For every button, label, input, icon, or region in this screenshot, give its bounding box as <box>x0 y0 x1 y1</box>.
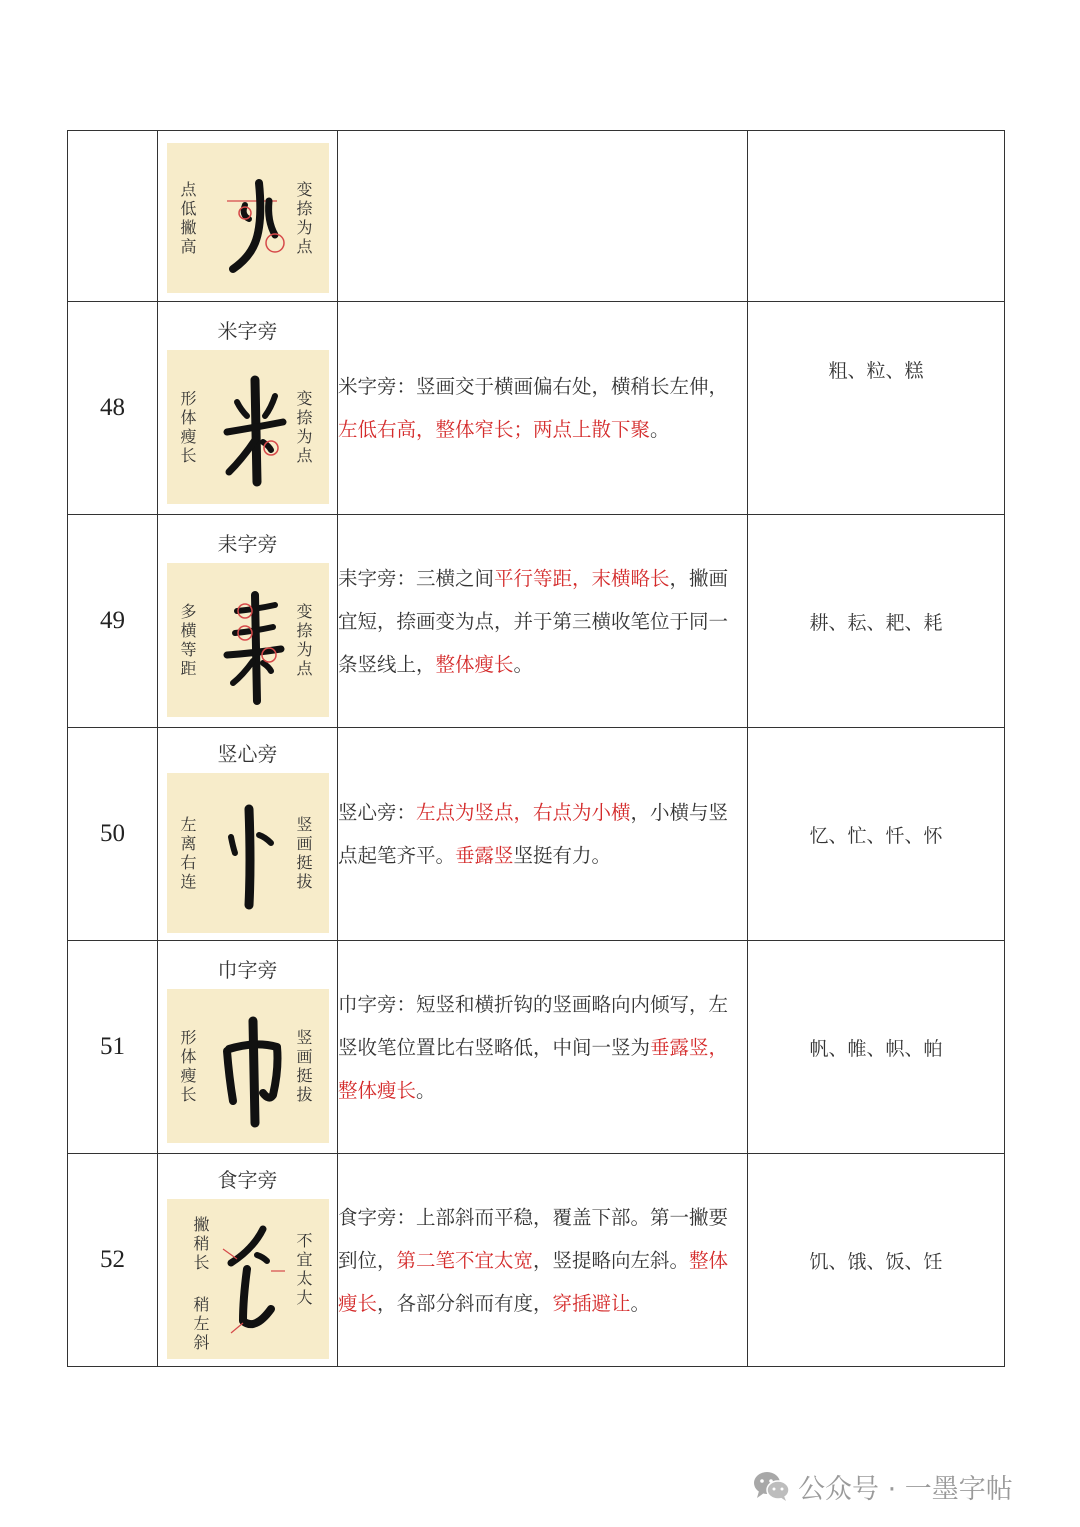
example-characters <box>748 131 1005 302</box>
description-text: ，各部分斜而有度， <box>377 1291 553 1315</box>
example-characters: 粗、粒、糕 <box>748 302 1005 515</box>
description-text: ，撇画宜短，捺画变为点，并于第三横收笔位于同一条竖线上， <box>338 566 729 676</box>
table-row <box>68 941 1005 1154</box>
radical-name: 耒字旁 <box>217 532 278 556</box>
right-annotation: 竖画挺拔 <box>296 815 313 891</box>
description-highlight: 平行等距，末横略长 <box>494 566 670 590</box>
description-highlight: 第二笔不宜太宽 <box>396 1248 534 1272</box>
radical-description <box>338 728 748 941</box>
right-annotation: 变捺为点 <box>296 602 313 678</box>
radical-description <box>338 1154 748 1367</box>
row-number: 50 <box>68 728 158 941</box>
calligraphy-card <box>167 350 329 504</box>
calligraphy-card <box>167 773 329 933</box>
description-text: ，竖提略向左斜。 <box>533 1248 690 1272</box>
description-text: 巾字旁：短竖和横折钩的竖画略向内倾写，左竖收笔位置比右竖略低，中间一竖为 <box>338 992 729 1059</box>
description-text: 。 <box>513 652 534 676</box>
radical-illustration-cell <box>158 515 338 728</box>
radical-description <box>338 515 748 728</box>
calligraphy-glyph <box>197 773 299 933</box>
radical-illustration-cell <box>158 1154 338 1367</box>
left-annotation: 左离右连 <box>180 815 197 891</box>
example-characters: 帆、帷、帜、帕 <box>748 941 1005 1154</box>
description-highlight: 左点为竖点，右点为小横 <box>416 801 631 824</box>
watermark-text: 公众号 · 一墨字帖 <box>798 1473 1013 1505</box>
right-annotation: 不宜太大 <box>296 1231 313 1307</box>
table-row <box>68 728 1005 941</box>
calligraphy-glyph <box>197 143 299 293</box>
row-number: 52 <box>68 1154 158 1367</box>
description-text: 食字旁：上部斜而平稳，覆盖下部。第一撇要到位， <box>338 1205 729 1272</box>
calligraphy-glyph <box>197 563 299 717</box>
calligraphy-glyph <box>197 989 299 1143</box>
description-text: 米字旁：竖画交于横画偏右处，横稍长左伸， <box>338 375 729 398</box>
description-text: 。 <box>650 418 670 441</box>
description-text: 。 <box>416 1078 436 1102</box>
radical-name: 米字旁 <box>217 319 278 343</box>
radical-description <box>338 131 748 302</box>
example-characters: 饥、饿、饭、饪 <box>748 1154 1005 1367</box>
radical-description <box>338 302 748 515</box>
row-number: 51 <box>68 941 158 1154</box>
calligraphy-card <box>167 563 329 717</box>
calligraphy-glyph <box>197 1199 299 1359</box>
table-row <box>68 1154 1005 1367</box>
left-annotation: 点低撇高 <box>180 180 197 256</box>
description-highlight: 整体瘦长 <box>338 1248 729 1315</box>
description-highlight: 垂露竖 <box>455 844 514 867</box>
right-annotation: 变捺为点 <box>296 389 313 465</box>
radical-name: 食字旁 <box>217 1168 278 1192</box>
right-annotation: 竖画挺拔 <box>296 1028 313 1104</box>
right-annotation: 变捺为点 <box>296 180 313 256</box>
description-highlight: 左低右高，整体窄长；两点上散下聚 <box>338 418 651 441</box>
row-number: 49 <box>68 515 158 728</box>
description-text: ，小横与竖点起笔齐平。 <box>338 801 729 867</box>
left-annotation-bottom: 稍左斜 <box>193 1295 210 1352</box>
description-highlight: 垂露竖，整体瘦长 <box>338 1035 729 1102</box>
calligraphy-card <box>167 143 329 293</box>
radical-description <box>338 941 748 1154</box>
calligraphy-card <box>167 1199 329 1359</box>
example-characters: 耕、耘、耙、耗 <box>748 515 1005 728</box>
radical-illustration-cell <box>158 728 338 941</box>
wechat-icon <box>752 1470 790 1502</box>
radical-illustration-cell <box>158 302 338 515</box>
description-text: 耒字旁：三横之间 <box>338 566 495 590</box>
row-number: 48 <box>68 302 158 515</box>
radical-name: 竖心旁 <box>217 742 278 766</box>
table-row <box>68 131 1005 302</box>
calligraphy-card <box>167 989 329 1143</box>
description-text: 竖心旁： <box>338 801 417 824</box>
table-row <box>68 302 1005 515</box>
radical-table <box>67 130 1005 1367</box>
radical-illustration-cell <box>158 941 338 1154</box>
radical-illustration-cell <box>158 131 338 302</box>
calligraphy-glyph <box>197 350 299 504</box>
left-annotation: 形体瘦长 <box>180 389 197 465</box>
left-annotation: 形体瘦长 <box>180 1028 197 1104</box>
description-text: 坚挺有力。 <box>513 844 612 867</box>
left-annotation-top: 撇稍长 <box>193 1215 210 1272</box>
description-highlight: 整体瘦长 <box>435 652 514 676</box>
description-highlight: 穿插避让 <box>552 1291 631 1315</box>
description-text: 。 <box>630 1291 651 1315</box>
row-number <box>68 131 158 302</box>
example-characters: 忆、忙、忏、怀 <box>748 728 1005 941</box>
table-row <box>68 515 1005 728</box>
watermark <box>752 1466 1013 1506</box>
left-annotation: 多横等距 <box>180 602 197 678</box>
radical-name: 巾字旁 <box>217 958 278 982</box>
